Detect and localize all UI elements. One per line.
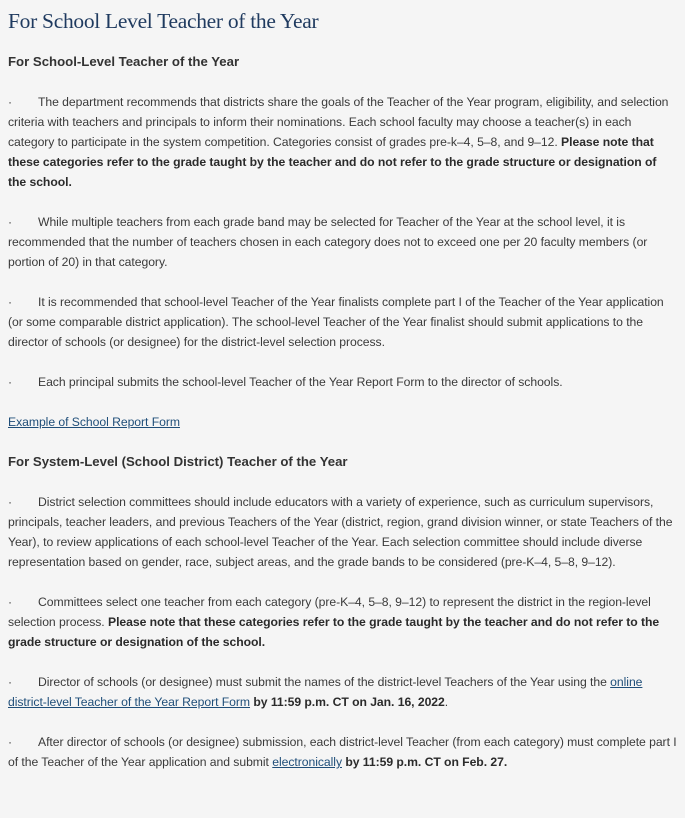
bullet-marker: · — [8, 595, 13, 609]
system-bullet-1: · District selection committees should include educators with a variety of experience, such as curriculum supervisors, principals, teacher leaders, and previous Teachers of the Year (district, region, grand division winner, or state Teachers of the Year), to review applications of each school-level Teacher of the Year. Each selection committee should include diverse representation based on gender, race, subject areas, and the grade bands to be considered (pre-K–4, 5–8, 9–12). — [8, 492, 677, 572]
example-link-paragraph — [8, 412, 677, 432]
system-section-heading: For System-Level (School District) Teacher of the Year — [8, 454, 348, 469]
online-report-form-link[interactable]: online district-level Teacher of the Year Report Form — [8, 675, 643, 709]
system-bullet-4: · After director of schools (or designee) submission, each district-level Teacher (from each category) must complete part I of the Teacher of the Year application and submit electronically by 11:59 p.m. CT on Feb. 27. — [8, 732, 677, 772]
bullet-marker: · — [8, 215, 13, 229]
school-bullet-1: · The department recommends that districts share the goals of the Teacher of the Year program, eligibility, and selection criteria with teachers and principals to inform their nominations. Each school faculty may choose a teacher(s) in each category to participate in the system competition. Categories consist of grades pre-k–4, 5–8, and 9–12. Please note that these categories refer to the grade taught by the teacher and do not refer to the grade structure or designation of the school. — [8, 92, 677, 192]
example-school-report-form-link[interactable]: Example of School Report Form — [8, 415, 180, 429]
bullet-marker: · — [8, 495, 13, 509]
system-bullet-2: · Committees select one teacher from each category (pre-K–4, 5–8, 9–12) to represent the district in the region-level selection process. Please note that these categories refer to the grade taught by the teacher and do not refer to the grade structure or designation of the school. — [8, 592, 677, 652]
school-bullet-2: · While multiple teachers from each grade band may be selected for Teacher of the Year at the school level, it is recommended that the number of teachers chosen in each category does not to exceed one per 20 faculty members (or portion of 20) in that category. — [8, 212, 677, 272]
bullet-marker: · — [8, 375, 13, 389]
bullet-marker: · — [8, 95, 13, 109]
school-bullet-3: · It is recommended that school-level Teacher of the Year finalists complete part I of the Teacher of the Year application (or some comparable district application). The school-level Teacher of the Year finalist should submit applications to the director of schools (or designee) for the district-level selection process. — [8, 292, 677, 352]
page-title: For School Level Teacher of the Year — [8, 9, 319, 33]
electronically-link[interactable]: electronically — [272, 755, 342, 769]
school-bullet-4: · Each principal submits the school-level Teacher of the Year Report Form to the director of schools. — [8, 372, 677, 392]
bullet-marker: · — [8, 675, 13, 689]
bullet-marker: · — [8, 295, 13, 309]
system-bullet-3: · Director of schools (or designee) must submit the names of the district-level Teachers of the Year using the online district-level Teacher of the Year Report Form by 11:59 p.m. CT on Jan. 16, 2022. — [8, 672, 677, 712]
bullet-marker: · — [8, 735, 13, 749]
school-section-heading: For School-Level Teacher of the Year — [8, 54, 240, 69]
